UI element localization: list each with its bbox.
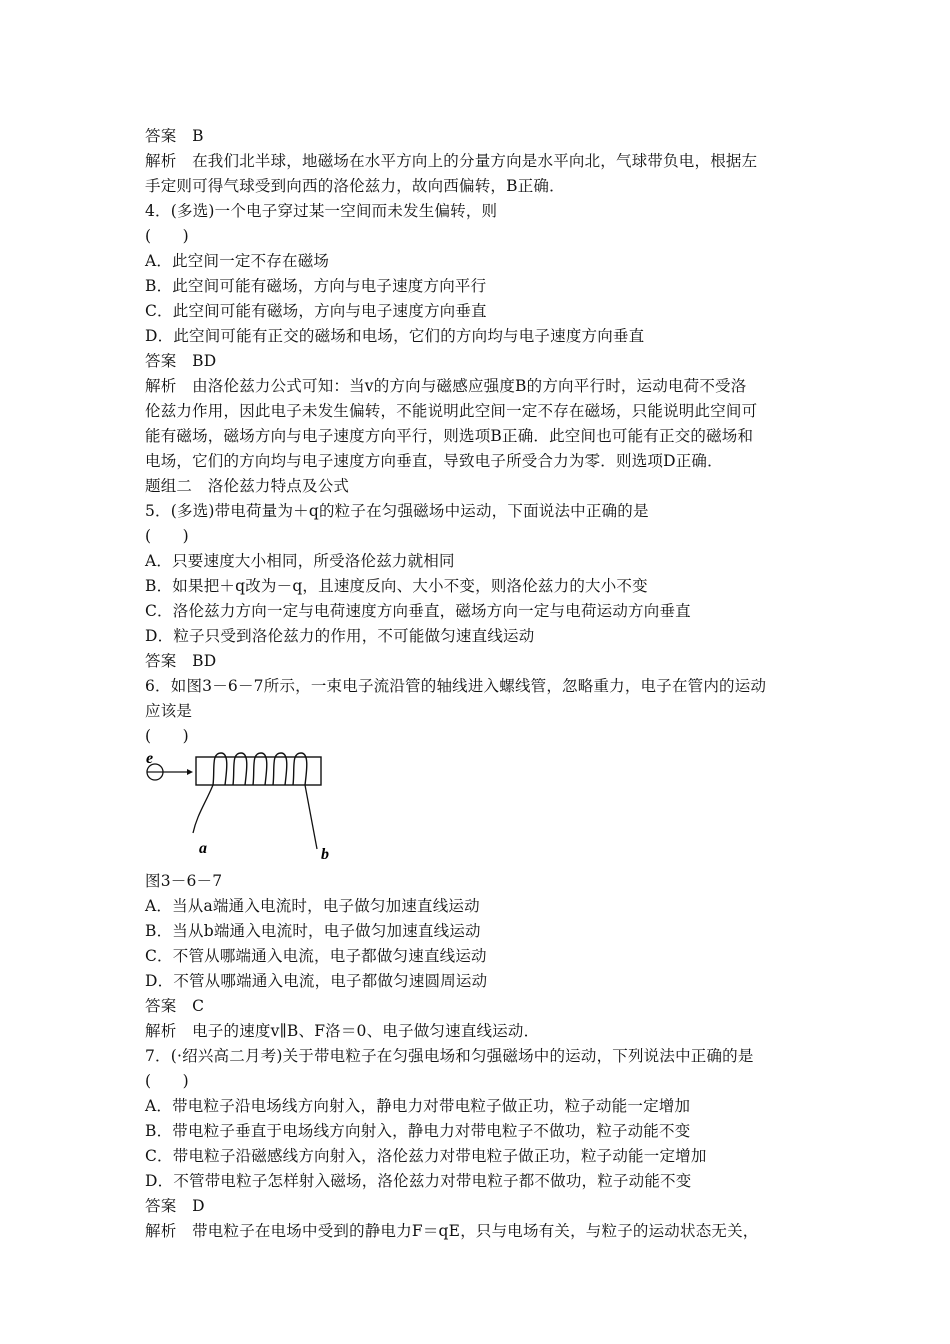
question-blank: ( ) [145, 727, 189, 745]
option-a: A．只要速度大小相同，所受洛伦兹力就相同 [145, 552, 455, 570]
analysis-line: 解析 电子的速度v∥B、F洛＝0、电子做匀速直线运动． [145, 1022, 540, 1040]
option-a: A．当从a端通入电流时，电子做匀加速直线运动 [145, 897, 480, 915]
answer-line: 答案 BD [145, 652, 217, 670]
section-heading: 题组二 洛伦兹力特点及公式 [145, 477, 350, 495]
question-7: 7．(·绍兴高二月考)关于带电粒子在匀强电场和匀强磁场中的运动，下列说法中正确的是 [145, 1047, 754, 1065]
coil-windings [213, 753, 307, 785]
text-block-before [145, 124, 810, 749]
analysis-line: 伦兹力作用，因此电子未发生偏转，不能说明此空间一定不存在磁场，只能说明此空间可 [145, 402, 758, 420]
label-a: a [199, 840, 207, 857]
option-d: D．不管带电粒子怎样射入磁场，洛伦兹力对带电粒子都不做功，粒子动能不变 [145, 1172, 692, 1190]
option-a: A．此空间一定不存在磁场 [145, 252, 330, 270]
option-d: D．此空间可能有正交的磁场和电场，它们的方向均与电子速度方向垂直 [145, 327, 645, 345]
question-blank: ( ) [145, 227, 189, 245]
option-a: A．带电粒子沿电场线方向射入，静电力对带电粒子做正功，粒子动能一定增加 [145, 1097, 691, 1115]
analysis-line: 解析 在我们北半球，地磁场在水平方向上的分量方向是水平向北，气球带负电，根据左 [145, 152, 758, 170]
figure-caption: 图3－6－7 [145, 872, 223, 890]
answer-line: 答案 C [145, 997, 205, 1015]
answer-line: 答案 B [145, 127, 204, 145]
lead-a [193, 785, 213, 833]
question-4: 4．(多选)一个电子穿过某一空间而未发生偏转，则 [145, 202, 498, 220]
answer-line: 答案 D [145, 1197, 205, 1215]
document-page [145, 124, 810, 1244]
option-b: B．如果把＋q改为－q，且速度反向、大小不变，则洛伦兹力的大小不变 [145, 577, 648, 595]
option-b: B．带电粒子垂直于电场线方向射入，静电力对带电粒子不做功，粒子动能不变 [145, 1122, 691, 1140]
analysis-line: 解析 带电粒子在电场中受到的静电力F＝qE，只与电场有关，与粒子的运动状态无关， [145, 1222, 759, 1240]
solenoid-diagram [145, 749, 345, 864]
question-5: 5．(多选)带电荷量为＋q的粒子在匀强磁场中运动，下面说法中正确的是 [145, 502, 649, 520]
question-blank: ( ) [145, 1072, 189, 1090]
option-c: C．带电粒子沿磁感线方向射入，洛伦兹力对带电粒子做正功，粒子动能一定增加 [145, 1147, 707, 1165]
label-b: b [321, 846, 329, 863]
lead-b [305, 785, 317, 849]
analysis-line: 电场，它们的方向均与电子速度方向垂直，导致电子所受合力为零．则选项D正确． [145, 452, 723, 470]
analysis-line: 手定则可得气球受到向西的洛伦兹力，故向西偏转，B正确． [145, 177, 565, 195]
option-c: C．此空间可能有磁场，方向与电子速度方向垂直 [145, 302, 487, 320]
text-block-after [145, 869, 810, 1244]
option-d: D．不管从哪端通入电流，电子都做匀速圆周运动 [145, 972, 488, 990]
option-b: B．此空间可能有磁场，方向与电子速度方向平行 [145, 277, 487, 295]
question-6-cont: 应该是 [145, 702, 193, 720]
answer-line: 答案 BD [145, 352, 217, 370]
option-b: B．当从b端通入电流时，电子做匀加速直线运动 [145, 922, 481, 940]
question-blank: ( ) [145, 527, 189, 545]
option-c: C．洛伦兹力方向一定与电荷速度方向垂直，磁场方向一定与电荷运动方向垂直 [145, 602, 691, 620]
option-c: C．不管从哪端通入电流，电子都做匀速直线运动 [145, 947, 487, 965]
analysis-line: 解析 由洛伦兹力公式可知：当v的方向与磁感应强度B的方向平行时，运动电荷不受洛 [145, 377, 747, 395]
question-6: 6．如图3－6－7所示，一束电子流沿管的轴线进入螺线管，忽略重力，电子在管内的运动 [145, 677, 767, 695]
label-e: e [146, 750, 154, 767]
analysis-line: 能有磁场，磁场方向与电子速度方向平行，则选项B正确．此空间也可能有正交的磁场和 [145, 427, 754, 445]
option-d: D．粒子只受到洛伦兹力的作用，不可能做匀速直线运动 [145, 627, 535, 645]
solenoid-figure [145, 749, 345, 869]
